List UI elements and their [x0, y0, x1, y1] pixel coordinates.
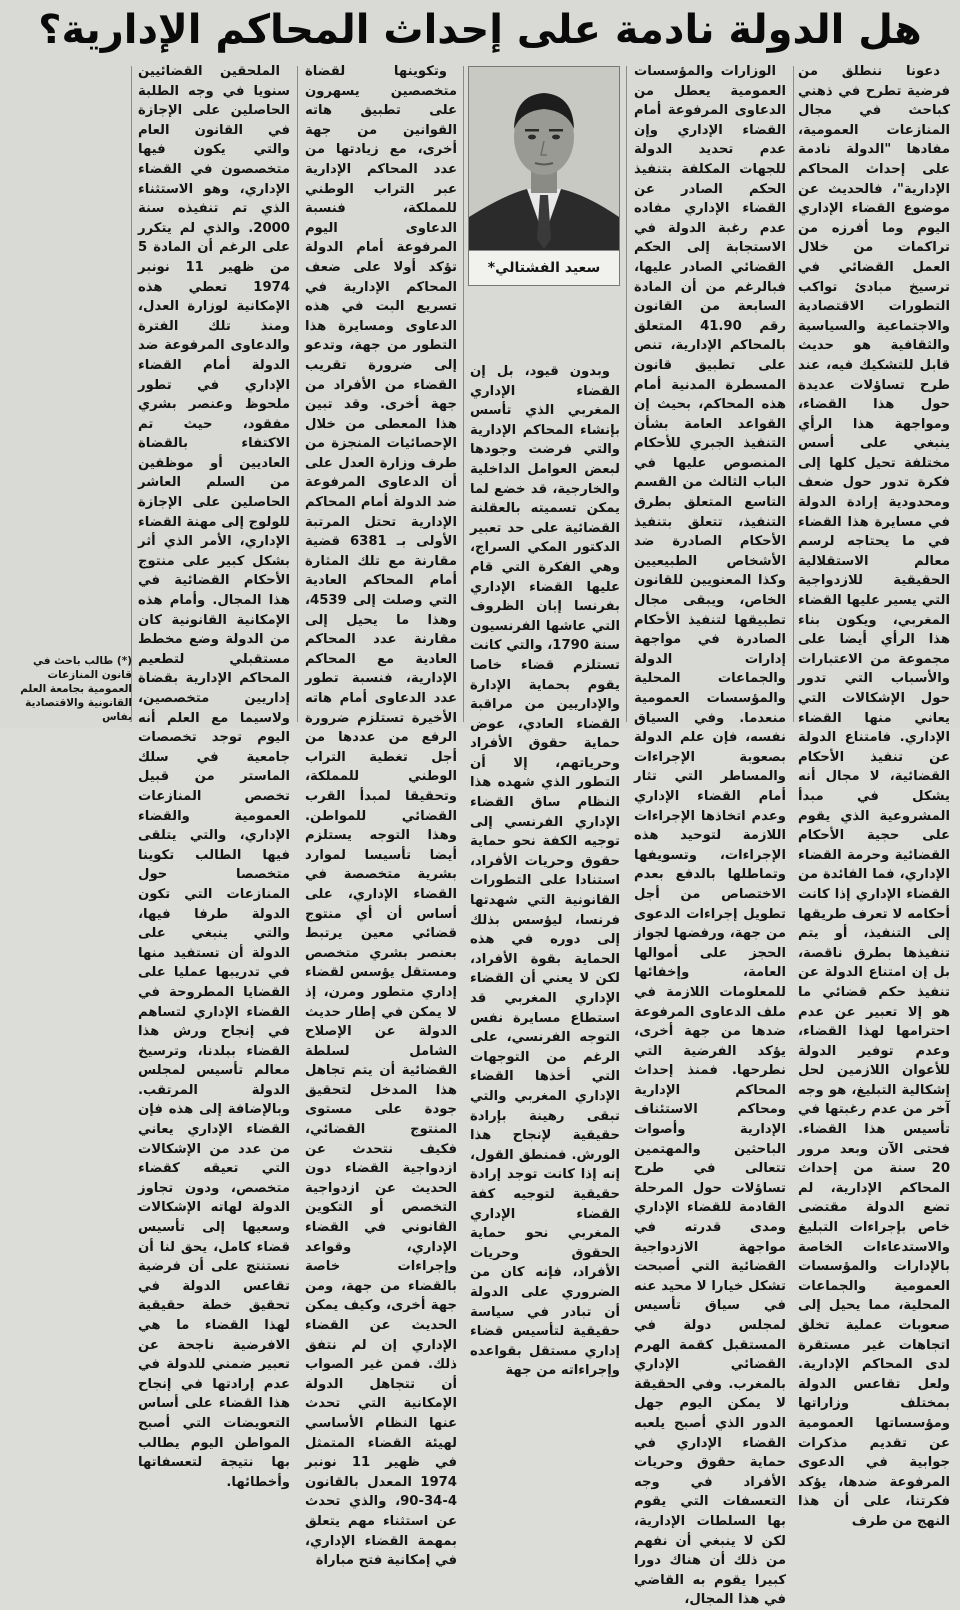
column-text: الوزارات والمؤسسات العمومية يعطل من الدعاوى المرفوعة أمام القضاء الإداري وإن عدم تحديد الدولة للجهات المكلفة بتنفيذ الحكم الصادر عن القضاء الإداري مفاده عدم رغبة الدولة في الاستجابة إلى الحكم القضائي الصادر عليها، فبالرغم من أن المادة السابعة من القانون رقم 41.90 المتعلق بالمحاكم الإدارية، تنص على تطبيق قانون المسطرة المدنية أمام هذه المحاكم، بحيث إن القواعد العامة بشأن التنفيذ الجبري للأحكام المنصوص عليها في الباب الثالث من القسم التاسع المتعلق بطرق التنفيذ، تتعلق بتنفيذ الأحكام الصادرة ضد الأشخاص الطبيعيين وكذا المعنويين للقانون الخاص، ويبقى مجال تطبيقها لتنفيذ الأحكام الصادرة في مواجهة إدارات الدولة والجماعات المحلية والمؤسسات العمومية منعدما. وفي السياق نفسه، فإن علم الدولة بصعوبة الإجراءات والمساطر التي تثار أمام القضاء الإداري وعدم اتخاذها الإجراءات اللازمة لتوحيد هذه الإجراءات، وتسويفها وتماطلها بالدفع بعدم الاختصاص من أجل تطويل إجراءات الدعوى من جهة، ورفضها لجواز الحجز على أموالها العامة، وإخفائها للمعلومات اللازمة في ملف الدعاوى المرفوعة ضدها من جهة أخرى، يؤكد الفرضية التي نطرحها. فمنذ إحداث المحاكم الإدارية ومحاكم الاستئناف الإدارية وأصوات الباحثين والمهتمين تتعالى في طرح تساؤلات حول المرحلة القادمة للقضاء الإداري ومدى قدرته في مواجهة الازدواجية القضائية التي أصبحت تشكل خيارا لا محيد عنه في سياق تأسيس لمجلس دولة في المستقبل كقمة الهرم القضائي الإداري بالمغرب. وفي الحقيقة لا يمكن اليوم جهل الدور الذي أصبح يلعبه القضاء الإداري في حماية حقوق وحريات الأفراد في وجه التعسفات التي يقوم بها السلطات الإدارية، لكن لا ينبغي أن نفهم من ذلك أن هناك دورا كبيرا يقوم به القاضي في هذا المجال، [634, 64, 786, 1608]
column-divider [626, 66, 627, 722]
column-divider [297, 66, 298, 722]
article-headline: هل الدولة نادمة على إحداث المحاكم الإدارية؟ [38, 7, 922, 53]
photo-caption: سعيد الفشتالي* [469, 250, 619, 285]
author-footnote: (*) طالب باحث في قانون المنازعات العمومية بجامعة العلم القانونية والاقتصادية بفاس [20, 655, 132, 723]
column-text: دعونا ننطلق من فرضية تطرح في ذهني كباحث في مجال المنازعات العمومية، مفادها "الدولة نادمة على إحداث المحاكم الإدارية"، فالحديث عن موضوع القضاء الإداري اليوم وما أفرزه من تراكمات من خلال العمل القضائي في ترسيخ مبادئ تواكب التطورات الاقتصادية والاجتماعية والسياسية والثقافية هو حديث قابل للتشكيك فيه، عند طرح تساؤلات عديدة حول هذا القضاء، ومواجهة هذا الرأي ينبغي على أسس مختلفة تحيل كلها إلى فكرة تدور حول ضعف ومحدودية إرادة الدولة في مسايرة هذا القضاء في ما يحتاجه لرسم معالم الاستقلالية الحقيقية للازدواجية التي يسير عليها القضاء المغربي، ويكون بناء هذا الرأي أيضا على مجموعة من الاعتبارات والأسباب التي تدور حول الإشكالات التي يعاني منها القضاء الإداري. فامتناع الدولة عن تنفيذ الأحكام القضائية، لا مجال أنه يشكل في مبدأ المشروعية الذي يقوم على حجية الأحكام القضائية وحرمة القضاء الإداري، فما الفائدة من القضاء الإداري إذا كانت أحكامه لا تعرف طريقها إلى التنفيذ، أو يتم تنفيذها بطرق ناقصة، بل إن امتناع الدولة عن تنفيذ حكم قضائي ما هو إلا تعبير عن عدم احترامها لهذا القضاء، وعدم توفير الدولة للأعوان اللازمين لحل إشكالية التبليغ، هو وجه آخر من عدم رغبتها في تأسيس هذا القضاء. فحتى الآن وبعد مرور 20 سنة من إحداث المحاكم الإدارية، لم تضع الدولة مقتضى خاص بإجراءات التبليغ والاستدعاءات الخاصة بالإدارات والمؤسسات العمومية والجماعات المحلية، مما يحيل إلى صعوبات عملية تخلق اتجاهات غير مستقرة لدى المحاكم الإدارية. ولعل تقاعس الدولة بمختلف وزاراتها ومؤسساتها العمومية عن تقديم مذكرات جوابية في الدعوى المرفوعة ضدها، يؤكد فكرتنا، على أن هذا النهج من طرف [798, 64, 950, 1529]
column-text: وبدون قيود، بل إن القضاء الإداري المغربي الذي تأسس بإنشاء المحاكم الإدارية والتي فرضت وجودها لبعض العوامل الداخلية والخارجية، قد خضع لما يمكن تسميته بالعقلنة القضائية على حد تعبير الدكتور المكي السراج، وهي الفكرة التي قام عليها القضاء الإداري بفرنسا إبان الظروف التي عاشها الفرنسيون سنة 1790، والتي كانت تستلزم قضاء خاصا يقوم بحماية الإدارة والإداريين من مراقبة القضاء العادي، عوض حماية حقوق الأفراد وحرياتهم، إلا أن التطور الذي شهده هذا النظام ساق القضاء الإداري الفرنسي إلى توجيه الكفة نحو حماية حقوق وحريات الأفراد، استنادا على التطورات القانونية التي شهدتها فرنسا، ليؤسس بذلك إلى دوره في هذه الحماية بقوة الأفراد، لكن لا يعني أن القضاء الإداري المغربي قد استطاع مسايرة نفس التوجه الفرنسي، على الرغم من التوجهات التي أخذها القضاء الإداري المغربي والتي تبقى رهينة بإرادة حقيقية لإنجاح هذا الورش. فمنطق القول، إنه إذا كانت توجد إرادة حقيقية لتوجيه كفة القضاء الإداري المغربي نحو حماية الحقوق وحريات الأفراد، فإنه كان من الضروري على الدولة أن تبادر في سياسة حقيقية لتأسيس قضاء إداري مستقل بقواعده وإجراءاته من جهة [470, 364, 620, 1379]
article-column-1 [798, 62, 950, 1529]
article-column-4 [305, 62, 457, 1569]
article-column-5 [138, 62, 290, 1490]
column-divider [463, 66, 464, 722]
column-divider [793, 66, 794, 722]
article-column-2 [634, 62, 786, 1608]
column-text: وتكوينها لقضاة متخصصين يسهرون على تطبيق هاته القوانين من جهة أخرى، مع زيادتها من عدد المحاكم الإدارية عبر التراب الوطني للمملكة، فنسبة الدعاوى اليوم المرفوعة أمام الدولة تؤكد أولا على ضعف المحاكم الإدارية في تسريع البت في هذه الدعاوى ومسايرة هذا التطور من جهة، وتدعو إلى ضرورة تقريب القضاء من الأفراد من جهة أخرى. وقد تبين هذا المعطى من خلال الإحصائيات المنجزة من طرف وزارة العدل على أن الدعاوى المرفوعة ضد الدولة أمام المحاكم الإدارية تحتل المرتبة الأولى بـ 6381 قضية مقارنة مع تلك المثارة أمام المحاكم العادية التي وصلت إلى 4539، وهذا ما يحيل إلى مقارنة عدد المحاكم العادية مع المحاكم الإدارية، فنسبة تطور عدد الدعاوى أمام هاته الأخيرة تستلزم ضرورة الرفع من عددها من أجل تغطية التراب الوطني للمملكة، وتحقيقا لمبدأ القرب القضائي للمواطن. وهذا التوجه يستلزم أيضا تأسيسا لموارد بشرية متخصصة في القضاء الإداري، على أساس أن أي منتوج قضائي معين يرتبط بعنصر بشري متخصص ومستقل يؤسس لقضاء إداري متطور ومرن، إذ لا يمكن في إطار حديث الدولة عن الإصلاح الشامل لسلطة القضائية أن يتم تجاهل هذا المدخل لتحقيق جودة على مستوى المنتوج القضائي، فكيف نتحدث عن ازدواجية القضاء دون الحديث عن ازدواجية التخصص أو التكوين القانوني في القضاء الإداري، وقواعد وإجراءات خاصة بالقضاء من جهة، ومن جهة أخرى، وكيف يمكن الحديث عن القضاء الإداري إن لم نتفق ذلك. فمن غير الصواب أن تتجاهل الدولة الإمكانية التي تحدث عنها النظام الأساسي لهيئة القضاء المتمثل في ظهير 11 نونبر 1974 المعدل بالقانون 4-34-90، والذي تحدث عن استثناء مهم يتعلق بمهمة القضاء الإداري، في إمكانية فتح مباراة [305, 64, 457, 1569]
column-divider [131, 66, 132, 722]
article-column-3 [470, 62, 620, 1379]
column-text: الملحقين القضائيين سنويا في وجه الطلبة الحاصلين على الإجازة في القانون العام والتي يكون فيها متخصصون في القضاء الإداري، وهو الاستثناء الذي تم تنفيذه سنة 2000. والذي لم يتكرر على الرغم أن المادة 5 من ظهير 11 نونبر 1974 تعطي هذه الإمكانية لوزارة العدل، ومنذ تلك الفترة والدعاوى المرفوعة ضد الدولة أمام القضاء الإداري في تطور ملحوظ وعنصر بشري مفقود، حيث تم الاكتفاء بالقضاة العاديين أو موظفين من السلم العاشر الحاصلين على الإجازة للولوج إلى مهنة القضاء الإداري، الأمر الذي أثر بشكل كبير على منتوج الأحكام القضائية في هذا المجال. وأمام هذه الإمكانية القانونية كان من الدولة وضع مخطط مستقبلي لتطعيم المحاكم الإدارية بقضاة إداريين متخصصين، ولاسيما مع العلم أنه اليوم توجد تخصصات جامعية في سلك الماستر من قبيل تخصص المنازعات العمومية والقضاء الإداري، والتي يتلقى فيها الطالب تكوينا متخصصا حول المنازعات التي تكون الدولة طرفا فيها، والتي ينبغي على الدولة أن تستفيد منها في تدريبها عمليا على القضايا المطروحة في القضاء الإداري لتساهم في إنجاح ورش هذا القضاء ببلدنا، وترسيخ معالم تأسيس لمجلس الدولة المرتقب. وبالإضافة إلى هذه فإن القضاء الإداري يعاني من عدد من الإشكالات التي تعيقه كقضاء متخصص، ودون تجاوز الدولة لهاته الإشكالات وسعيها إلى تأسيس قضاء كامل، يحق لنا أن نستنتج على أن فرضية تقاعس الدولة في تحقيق خطة حقيقية لهذا القضاء ما هي الافرضية ناجحة عن تعبير ضمني للدولة في عدم إرادتها في إنجاح هذا القضاء على أساس التعويضات التي أصبح المواطن اليوم يطالب بها نتيجة لتعسفاتها وأخطائها. [138, 64, 290, 1490]
